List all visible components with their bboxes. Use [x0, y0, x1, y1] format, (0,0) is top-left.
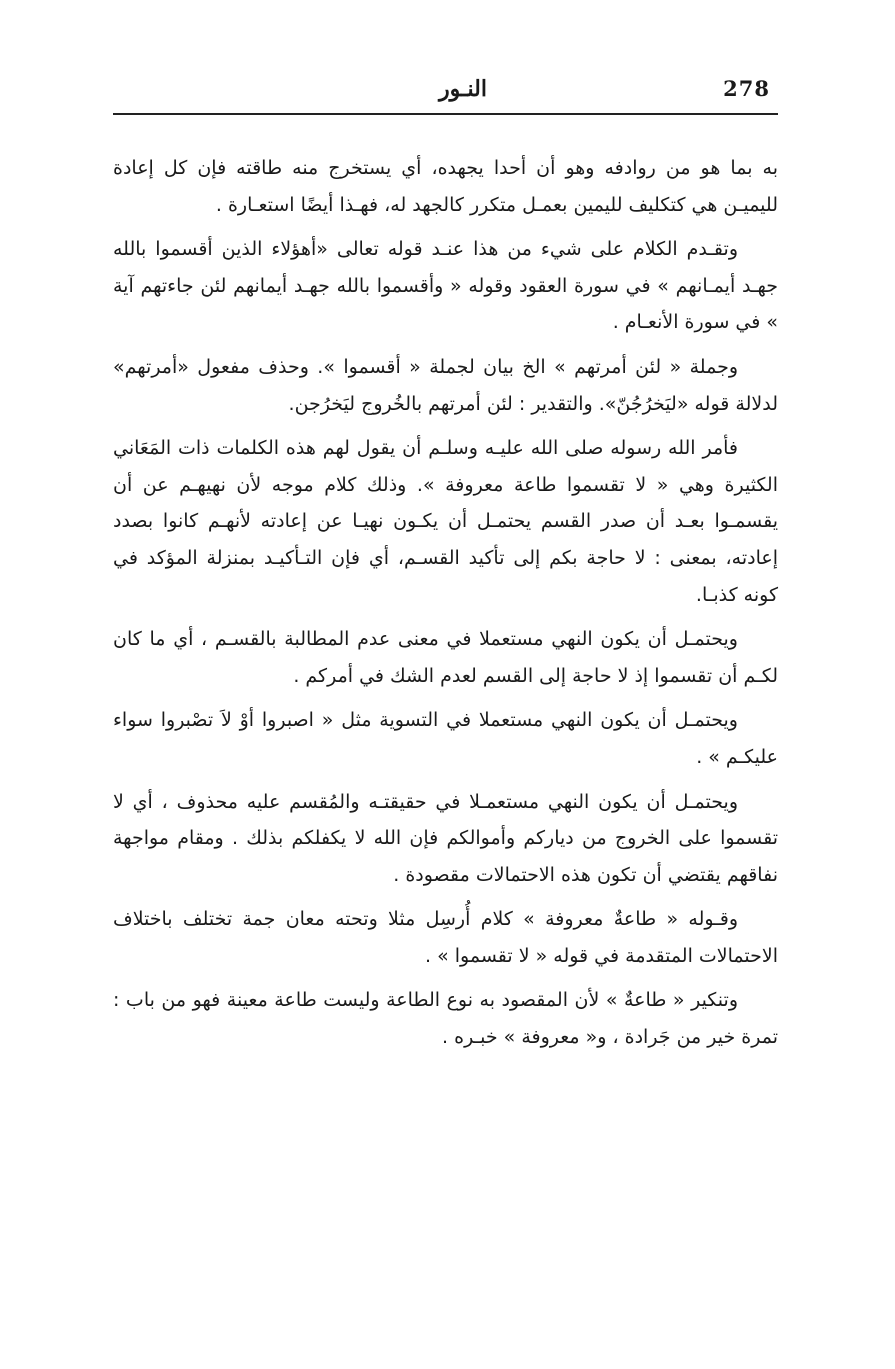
paragraph: به بما هو من روادفه وهو أن أحدا يجهده، أي يستخرج منه طاقته فإن كل إعادة لليميـن هي كتكليف لليمين بعمـل متكرر كالجهد له، فهـذا أيضًا استعـارة . — [113, 157, 778, 216]
paragraph: وتقـدم الكلام على شيء من هذا عنـد قوله تعالى «أهؤلاء الذين أقسموا بالله جهـد أيمـانهم » في سورة العقود وقوله « وأقسموا بالله جهـد أيمانهم لئن جاءتهم آية » في سورة الأنعـام . — [113, 238, 778, 334]
running-title: النـور — [439, 76, 487, 102]
page-header — [113, 72, 778, 112]
paragraph: ويحتمـل أن يكون النهي مستعملا في التسوية مثل « اصبروا أوْ لاَ تصْبروا سواء عليكـم » . — [113, 709, 778, 768]
paragraph: ويحتمـل أن يكون النهي مستعملا في معنى عدم المطالبة بالقسـم ، أي ما كان لكـم أن تقسموا إذ لا حاجة إلى القسم لعدم الشك في أمركم . — [113, 628, 778, 687]
page-number: 278 — [723, 76, 770, 101]
page-body — [113, 150, 778, 1064]
paragraph: ويحتمـل أن يكون النهي مستعمـلا في حقيقتـه والمُقسم عليه محذوف ، أي لا تقسموا على الخروج من دياركم وأموالكم فإن الله لا يكفلكم بذلك . ومقام مواجهة نفاقهم يقتضي أن تكون هذه الاحتمالات مقصودة . — [113, 790, 778, 886]
paragraph: فأمر الله رسوله صلى الله عليـه وسلـم أن يقول لهم هذه الكلمات ذات المَعَاني الكثيرة وهي « لا تقسموا طاعة معروفة ». وذلك كلام موجه لأن نهيهـم عن أن يقسمـوا بعـد أن صدر القسم يحتمـل أن يكـون نهيـا عن إعادته لأنهـم كانوا بصدد إعادته، بمعنى : لا حاجة بكم إلى تأكيد القسـم، أي فإن التـأكيـد بمنزلة المؤكد في كونه كذبـا. — [113, 437, 778, 606]
paragraph: وقـوله « طاعةٌ معروفة » كلام أُرسِل مثلا وتحته معان جمة تختلف باختلاف الاحتمالات المتقدمة في قوله « لا تقسموا » . — [113, 908, 778, 967]
header-divider — [113, 113, 778, 115]
paragraph: وجملة « لئن أمرتهم » الخ بيان لجملة « أقسموا ». وحذف مفعول «أمرتهم» لدلالة قوله «ليَخرُجُنّ». والتقدير : لئن أمرتهم بالخُروج ليَخرُجن. — [113, 355, 778, 415]
paragraph: وتنكير « طاعةٌ » لأن المقصود به نوع الطاعة وليست طاعة معينة فهو من باب : تمرة خير من جَرادة ، و« معروفة » خبـره . — [113, 989, 778, 1049]
